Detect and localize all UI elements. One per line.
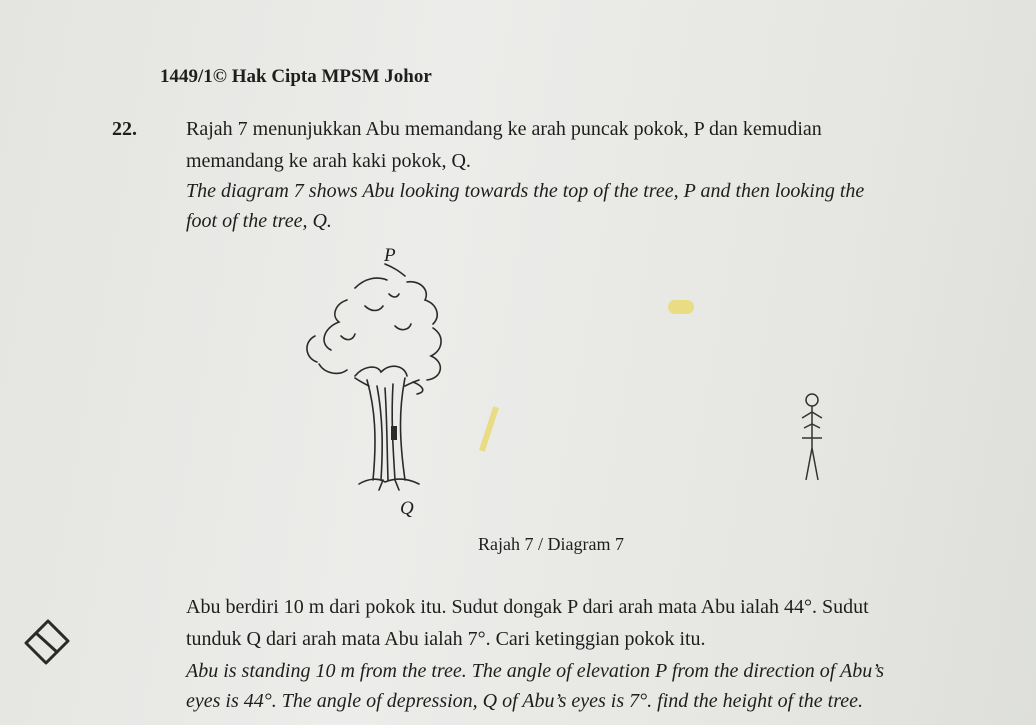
- label-q: Q: [400, 498, 414, 519]
- body-english-line-1: Abu is standing 10 m from the tree. The angle of elevation P from the direction of Abu’s: [186, 660, 885, 682]
- label-p: P: [384, 245, 396, 266]
- question-number: 22.: [112, 118, 137, 140]
- intro-english-line-2: foot of the tree, Q.: [186, 210, 332, 232]
- body-english-line-2: eyes is 44°. The angle of depression, Q of Abu’s eyes is 7°. find the height of the tree.: [186, 690, 864, 712]
- intro-malay-line-2: memandang ke arah kaki pokok, Q.: [186, 150, 471, 172]
- page-header: 1449/1© Hak Cipta MPSM Johor: [160, 66, 432, 87]
- body-malay-line-1: Abu berdiri 10 m dari pokok itu. Sudut dongak P dari arah mata Abu ialah 44°. Sudut: [186, 596, 869, 618]
- diagram-caption: Rajah 7 / Diagram 7: [478, 534, 624, 554]
- highlighter-mark: [668, 300, 694, 314]
- intro-malay-line-1: Rajah 7 menunjukkan Abu memandang ke arah puncak pokok, P dan kemudian: [186, 118, 822, 140]
- tree-drawing: [295, 258, 475, 498]
- eraser-icon[interactable]: [18, 605, 78, 665]
- abu-figure: [790, 388, 830, 488]
- intro-english-line-1: The diagram 7 shows Abu looking towards the top of the tree, P and then looking the: [186, 180, 865, 202]
- body-malay-line-2: tunduk Q dari arah mata Abu ialah 7°. Cari ketinggian pokok itu.: [186, 628, 706, 650]
